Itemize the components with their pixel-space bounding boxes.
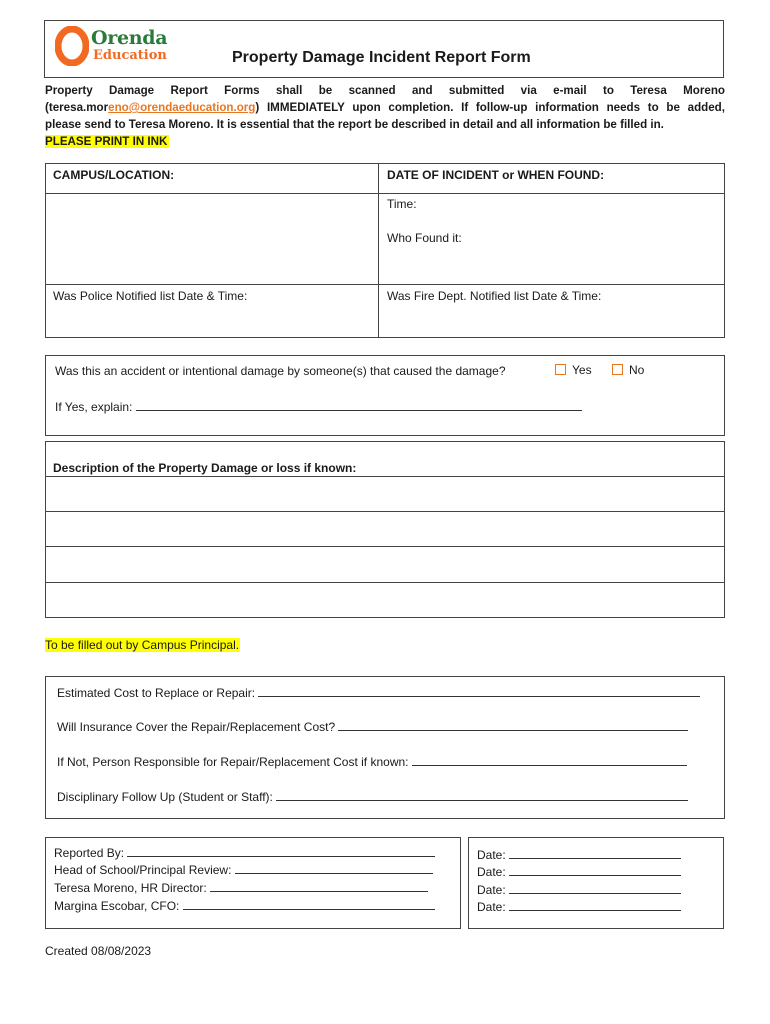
accident-question: Was this an accident or intentional damage by someone(s) that caused the damage? xyxy=(55,364,506,378)
disciplinary-row xyxy=(57,789,688,804)
no-option[interactable] xyxy=(612,363,644,377)
intro-line-3: please send to Teresa Moreno. It is essential that the report be described in detail and all information be filled in. xyxy=(45,118,664,131)
intro-text-2b: ) IMMEDIATELY upon completion. If follow-up information needs to be added, xyxy=(255,101,725,114)
yes-checkbox[interactable] xyxy=(555,364,566,375)
hr-director-label: Teresa Moreno, HR Director: xyxy=(54,881,207,895)
explain-row xyxy=(55,399,582,414)
responsible-label: If Not, Person Responsible for Repair/Replacement Cost if known: xyxy=(57,755,409,769)
table-hdivider-2 xyxy=(45,284,725,285)
date-field-4[interactable] xyxy=(509,899,681,911)
head-review-row xyxy=(54,862,433,877)
cost-row xyxy=(57,685,700,700)
fire-label: Was Fire Dept. Notified list Date & Time: xyxy=(387,289,602,303)
orenda-logo xyxy=(55,26,175,70)
page-title: Property Damage Incident Report Form xyxy=(232,49,531,66)
logo-sub: Education xyxy=(93,48,167,63)
date-label-3: Date: xyxy=(477,883,506,897)
date-label-4: Date: xyxy=(477,900,506,914)
created-date: Created 08/08/2023 xyxy=(45,944,152,958)
date-label-2: Date: xyxy=(477,865,506,879)
cost-label: Estimated Cost to Replace or Repair: xyxy=(57,686,256,700)
explain-label: If Yes, explain: xyxy=(55,400,133,414)
explain-field[interactable] xyxy=(136,399,582,411)
yes-option[interactable] xyxy=(555,363,592,377)
intro-text-2a: (teresa.mor xyxy=(45,101,109,114)
date-row-2 xyxy=(477,864,681,879)
date-row-1 xyxy=(477,847,681,862)
no-label: No xyxy=(629,363,645,377)
description-line-1 xyxy=(45,476,725,477)
hr-director-row xyxy=(54,880,428,895)
insurance-label: Will Insurance Cover the Repair/Replacement Cost? xyxy=(57,720,336,734)
date-row-3 xyxy=(477,882,681,897)
cost-field[interactable] xyxy=(258,685,700,697)
police-label: Was Police Notified list Date & Time: xyxy=(53,289,248,303)
description-label: Description of the Property Damage or loss if known: xyxy=(53,461,357,475)
hr-director-field[interactable] xyxy=(210,880,428,892)
head-review-label: Head of School/Principal Review: xyxy=(54,863,232,877)
date-field-3[interactable] xyxy=(509,882,681,894)
table-vdivider xyxy=(378,163,379,338)
cfo-field[interactable] xyxy=(183,898,435,910)
principal-note: To be filled out by Campus Principal. xyxy=(45,638,240,652)
insurance-row xyxy=(57,719,688,734)
reported-by-row xyxy=(54,845,435,860)
no-checkbox[interactable] xyxy=(612,364,623,375)
print-note: PLEASE PRINT IN INK xyxy=(45,135,168,148)
date-label-1: Date: xyxy=(477,848,506,862)
date-row-4 xyxy=(477,899,681,914)
date-field-2[interactable] xyxy=(509,864,681,876)
date-field-1[interactable] xyxy=(509,847,681,859)
description-line-4 xyxy=(45,582,725,583)
logo-name: Orenda xyxy=(91,27,168,49)
who-found-label: Who Found it: xyxy=(387,231,462,245)
head-review-field[interactable] xyxy=(235,862,433,874)
description-line-3 xyxy=(45,546,725,547)
disciplinary-label: Disciplinary Follow Up (Student or Staff): xyxy=(57,790,273,804)
intro-text-1: Property Damage Report Forms shall be scanned and submitted via e-mail to Teresa Moreno xyxy=(45,84,725,97)
intro-line-2 xyxy=(45,101,725,114)
logo-o-icon xyxy=(55,26,89,66)
responsible-field[interactable] xyxy=(412,754,687,766)
reported-by-label: Reported By: xyxy=(54,846,125,860)
date-label: DATE OF INCIDENT or WHEN FOUND: xyxy=(387,168,605,182)
time-label: Time: xyxy=(387,197,417,211)
description-line-2 xyxy=(45,511,725,512)
cfo-row xyxy=(54,898,435,913)
incident-table xyxy=(45,163,725,338)
yes-label: Yes xyxy=(572,363,592,377)
disciplinary-field[interactable] xyxy=(276,789,688,801)
campus-label: CAMPUS/LOCATION: xyxy=(53,168,175,182)
cfo-label: Margina Escobar, CFO: xyxy=(54,899,180,913)
responsible-row xyxy=(57,754,687,769)
insurance-field[interactable] xyxy=(338,719,688,731)
reported-by-field[interactable] xyxy=(127,845,435,857)
intro-line-1 xyxy=(45,84,725,97)
email-link[interactable]: eno@orendaeducation.org xyxy=(108,101,256,114)
table-hdivider-1 xyxy=(45,193,725,194)
